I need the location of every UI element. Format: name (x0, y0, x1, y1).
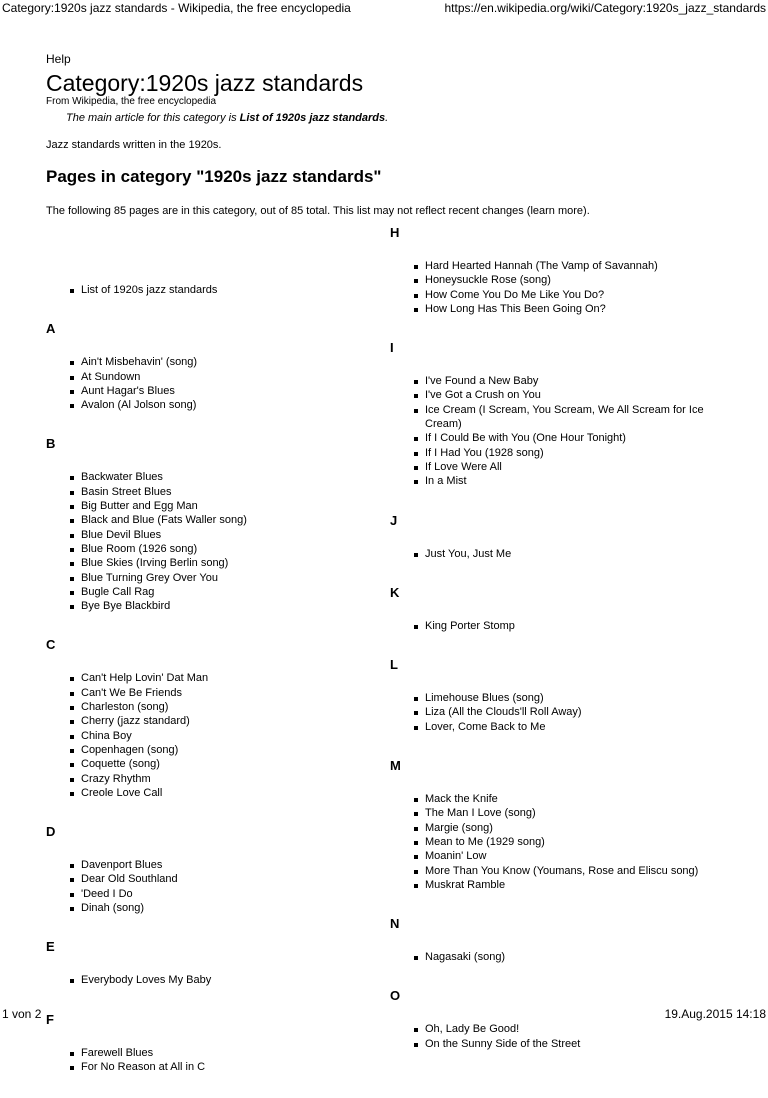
page-link[interactable]: I've Got a Crush on You (414, 388, 710, 402)
main-article-prefix: The main article for this category is (66, 112, 240, 124)
page-link[interactable]: Lover, Come Back to Me (414, 720, 710, 734)
page-list (46, 470, 366, 613)
page-link[interactable]: Limehouse Blues (song) (414, 691, 710, 705)
print-header-url: https://en.wikipedia.org/wiki/Category:1920s_jazz_standards (444, 1, 766, 15)
main-article-link[interactable]: List of 1920s jazz standards (239, 112, 386, 124)
page-link[interactable]: If I Could Be with You (One Hour Tonight) (414, 431, 710, 445)
letter-heading: J (390, 512, 398, 528)
page-link[interactable]: Crazy Rhythm (70, 772, 366, 786)
page-link[interactable]: Dinah (song) (70, 901, 366, 915)
print-footer (0, 1004, 768, 1024)
page-list (46, 355, 366, 412)
letter-heading: C (46, 637, 56, 653)
page-list (46, 671, 366, 800)
letter-heading: K (390, 584, 400, 600)
page-link[interactable]: Creole Love Call (70, 786, 366, 800)
page-list (390, 792, 710, 892)
letter-heading: F (46, 1011, 54, 1027)
page-link[interactable]: Moanin' Low (414, 849, 710, 863)
page-link[interactable]: Copenhagen (song) (70, 743, 366, 757)
page-link[interactable]: If I Had You (1928 song) (414, 446, 710, 460)
from-wikipedia: From Wikipedia, the free encyclopedia (46, 96, 217, 107)
page-link[interactable]: If Love Were All (414, 460, 710, 474)
right-column (390, 225, 710, 1075)
letter-heading: M (390, 758, 401, 774)
page-link[interactable]: Davenport Blues (70, 858, 366, 872)
article-header (46, 50, 746, 217)
letter-heading: N (390, 916, 400, 932)
page-link[interactable]: Blue Turning Grey Over You (70, 571, 366, 585)
page-link[interactable]: Oh, Lady Be Good! (414, 1022, 710, 1036)
page-link[interactable]: Ain't Misbehavin' (song) (70, 355, 366, 369)
page-link[interactable]: Can't We Be Friends (70, 686, 366, 700)
letter-heading: E (46, 939, 55, 955)
left-column (46, 249, 366, 1098)
letter-heading: A (46, 321, 56, 337)
page-link[interactable]: Basin Street Blues (70, 485, 366, 499)
letter-heading: O (390, 988, 401, 1004)
page-link[interactable]: 'Deed I Do (70, 887, 366, 901)
page-link[interactable]: Charleston (song) (70, 700, 366, 714)
print-header (0, 0, 768, 20)
page-list (390, 691, 710, 734)
letter-heading: B (46, 436, 56, 452)
page-list (46, 283, 366, 297)
page-link[interactable]: Farewell Blues (70, 1046, 366, 1060)
main-article-suffix: . (385, 112, 389, 124)
page-link[interactable]: More Than You Know (Youmans, Rose and Eliscu song) (414, 864, 710, 878)
page-link[interactable]: Aunt Hagar's Blues (70, 384, 366, 398)
page-link[interactable]: Big Butter and Egg Man (70, 499, 366, 513)
page-link[interactable]: Blue Skies (Irving Berlin song) (70, 556, 366, 570)
page-link[interactable]: At Sundown (70, 370, 366, 384)
page-count-text: The following 85 pages are in this category, out of 85 total. This list may not reflect recent changes (learn more). (46, 205, 590, 217)
page-link[interactable]: I've Found a New Baby (414, 374, 710, 388)
page-list (46, 858, 366, 915)
print-header-title: Category:1920s jazz standards - Wikipedia, the free encyclopedia (2, 1, 351, 15)
main-article-note (66, 111, 746, 125)
letter-heading: L (390, 657, 398, 673)
page-list (390, 619, 710, 633)
page-link[interactable]: King Porter Stomp (414, 619, 710, 633)
page-link[interactable]: Mean to Me (1929 song) (414, 835, 710, 849)
page-link[interactable]: Bugle Call Rag (70, 585, 366, 599)
section-title: Pages in category "1920s jazz standards" (46, 167, 382, 186)
page-list (390, 374, 710, 488)
page-link[interactable]: Dear Old Southland (70, 872, 366, 886)
page-link[interactable]: List of 1920s jazz standards (70, 283, 366, 297)
letter-heading: H (390, 225, 400, 240)
page-link[interactable]: In a Mist (414, 474, 710, 488)
page-link[interactable]: On the Sunny Side of the Street (414, 1037, 710, 1051)
letter-heading (46, 249, 366, 265)
page-link[interactable]: Can't Help Lovin' Dat Man (70, 671, 366, 685)
page-link[interactable]: Liza (All the Clouds'll Roll Away) (414, 705, 710, 719)
page-link[interactable]: Black and Blue (Fats Waller song) (70, 513, 366, 527)
page-link[interactable]: How Come You Do Me Like You Do? (414, 288, 710, 302)
page-link[interactable]: Margie (song) (414, 821, 710, 835)
page-link[interactable]: China Boy (70, 729, 366, 743)
letter-heading: D (46, 824, 56, 840)
page-link[interactable]: Avalon (Al Jolson song) (70, 398, 366, 412)
page-list (46, 1046, 366, 1075)
page-link[interactable]: Blue Room (1926 song) (70, 542, 366, 556)
page-list (390, 259, 710, 316)
page-title: Category:1920s jazz standards (46, 70, 364, 96)
help-link[interactable]: Help (46, 52, 71, 66)
page-list (390, 547, 710, 561)
page-link[interactable]: Cherry (jazz standard) (70, 714, 366, 728)
page-list (46, 973, 366, 987)
page-link[interactable]: Everybody Loves My Baby (70, 973, 366, 987)
page-link[interactable]: Blue Devil Blues (70, 528, 366, 542)
letter-heading: I (390, 340, 394, 356)
page-link[interactable]: Bye Bye Blackbird (70, 599, 366, 613)
page-link[interactable]: Coquette (song) (70, 757, 366, 771)
page-link[interactable]: For No Reason at All in C (70, 1060, 366, 1074)
print-footer-page: 1 von 2 (2, 1007, 42, 1021)
category-intro: Jazz standards written in the 1920s. (46, 139, 222, 151)
page-link[interactable]: The Man I Love (song) (414, 806, 710, 820)
page-link[interactable]: Just You, Just Me (414, 547, 710, 561)
page-link[interactable]: How Long Has This Been Going On? (414, 302, 710, 316)
page-link[interactable]: Honeysuckle Rose (song) (414, 273, 710, 287)
page-list (390, 1022, 710, 1051)
page-link[interactable]: Backwater Blues (70, 470, 366, 484)
page-link[interactable]: Muskrat Ramble (414, 878, 710, 892)
page-link[interactable]: Nagasaki (song) (414, 950, 710, 964)
page-list (390, 950, 710, 964)
page-link[interactable]: Ice Cream (I Scream, You Scream, We All Scream for Ice Cream) (414, 403, 710, 432)
page-link[interactable]: Hard Hearted Hannah (The Vamp of Savannah) (414, 259, 710, 273)
page-link[interactable]: Mack the Knife (414, 792, 710, 806)
print-footer-datetime: 19.Aug.2015 14:18 (664, 1007, 766, 1021)
